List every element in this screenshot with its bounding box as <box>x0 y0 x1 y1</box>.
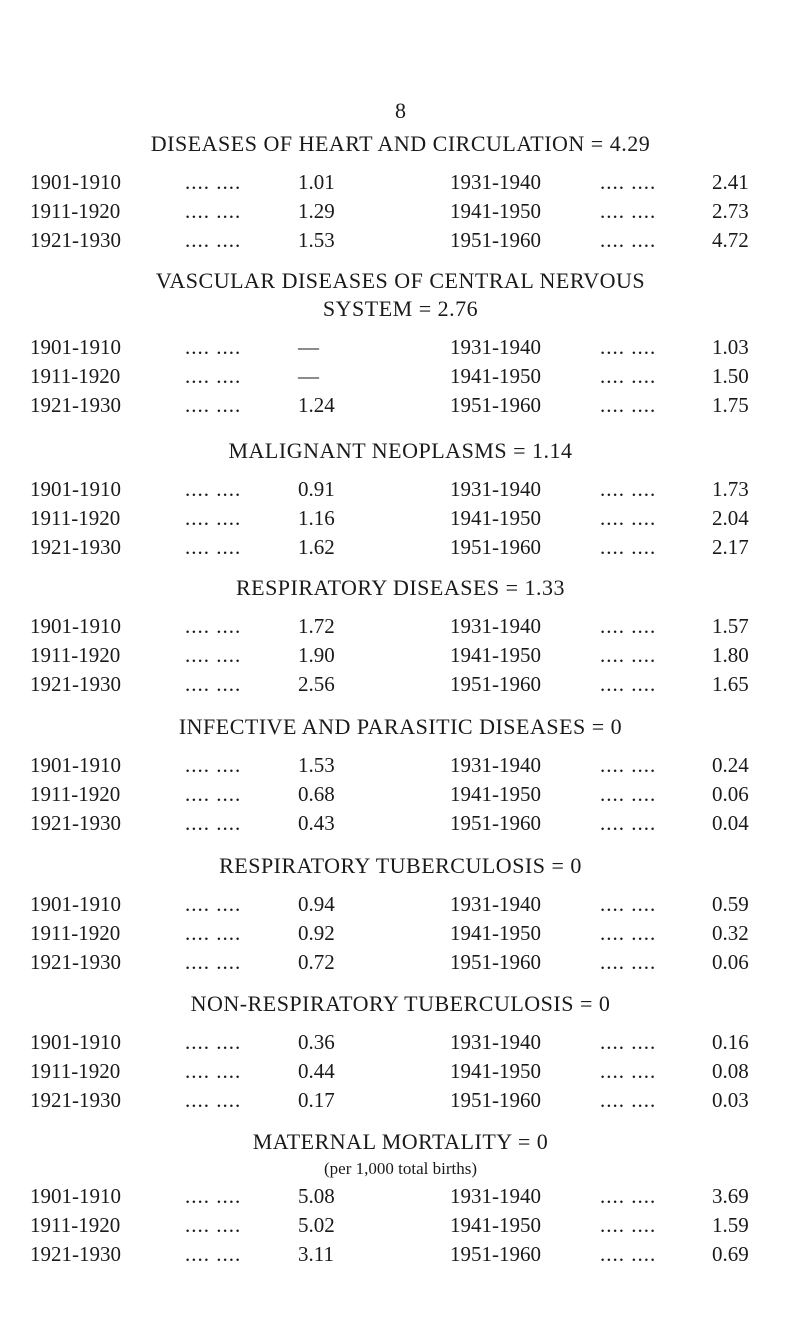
data-rows <box>0 1182 801 1269</box>
rate-value: 2.17 <box>712 535 749 559</box>
leader-dots: .... .... <box>600 199 657 223</box>
period-label: 1931-1940 <box>450 614 541 638</box>
period-label: 1911-1920 <box>30 1059 121 1083</box>
data-rows <box>0 890 801 977</box>
rate-value: 0.32 <box>712 921 749 945</box>
section-2 <box>0 267 801 420</box>
table-row <box>0 641 801 670</box>
period-label: 1951-1960 <box>450 950 541 974</box>
rate-value: 1.53 <box>298 753 335 777</box>
section-title: DISEASES OF HEART AND CIRCULATION = 4.29 <box>150 131 651 156</box>
period-label: 1921-1930 <box>30 1088 121 1112</box>
leader-dots: .... .... <box>185 643 242 667</box>
period-label: 1951-1960 <box>450 535 541 559</box>
table-row <box>0 362 801 391</box>
section-title: RESPIRATORY DISEASES = 1.33 <box>235 575 566 600</box>
leader-dots: .... .... <box>185 1242 242 1266</box>
rate-value: 1.29 <box>298 199 335 223</box>
rate-value: 1.50 <box>712 364 749 388</box>
table-row <box>0 751 801 780</box>
table-row <box>0 1182 801 1211</box>
rate-value: 0.16 <box>712 1030 749 1054</box>
rate-value: 0.94 <box>298 892 335 916</box>
rate-value: 1.73 <box>712 477 749 501</box>
leader-dots: .... .... <box>600 535 657 559</box>
data-rows <box>0 333 801 420</box>
period-label: 1921-1930 <box>30 535 121 559</box>
leader-dots: .... .... <box>185 170 242 194</box>
leader-dots: .... .... <box>600 921 657 945</box>
rate-value: 0.17 <box>298 1088 335 1112</box>
period-label: 1951-1960 <box>450 672 541 696</box>
period-label: 1901-1910 <box>30 1030 121 1054</box>
leader-dots: .... .... <box>185 753 242 777</box>
rate-value: 0.24 <box>712 753 749 777</box>
period-label: 1901-1910 <box>30 335 121 359</box>
leader-dots: .... .... <box>185 1213 242 1237</box>
rate-value: 0.72 <box>298 950 335 974</box>
leader-dots: .... .... <box>600 753 657 777</box>
leader-dots: .... .... <box>600 1059 657 1083</box>
rate-value: — <box>298 335 319 359</box>
rate-value: 1.90 <box>298 643 335 667</box>
leader-dots: .... .... <box>600 1030 657 1054</box>
table-row <box>0 1028 801 1057</box>
section-8 <box>0 1128 801 1269</box>
rate-value: 0.08 <box>712 1059 749 1083</box>
table-row <box>0 1086 801 1115</box>
period-label: 1931-1940 <box>450 335 541 359</box>
leader-dots: .... .... <box>185 614 242 638</box>
rate-value: 0.69 <box>712 1242 749 1266</box>
rate-value: 1.01 <box>298 170 335 194</box>
period-label: 1951-1960 <box>450 1242 541 1266</box>
period-label: 1941-1950 <box>450 364 541 388</box>
rate-value: 1.03 <box>712 335 749 359</box>
section-note: (per 1,000 total births) <box>324 1159 477 1178</box>
leader-dots: .... .... <box>185 1030 242 1054</box>
period-label: 1931-1940 <box>450 753 541 777</box>
section-5 <box>0 713 801 838</box>
period-label: 1951-1960 <box>450 811 541 835</box>
table-row <box>0 890 801 919</box>
rate-value: 0.43 <box>298 811 335 835</box>
rate-value: 1.80 <box>712 643 749 667</box>
leader-dots: .... .... <box>600 782 657 806</box>
section-4 <box>0 574 801 699</box>
leader-dots: .... .... <box>185 364 242 388</box>
leader-dots: .... .... <box>185 672 242 696</box>
period-label: 1941-1950 <box>450 1213 541 1237</box>
leader-dots: .... .... <box>600 1184 657 1208</box>
rate-value: 5.08 <box>298 1184 335 1208</box>
period-label: 1901-1910 <box>30 1184 121 1208</box>
period-label: 1911-1920 <box>30 782 121 806</box>
rate-value: 0.36 <box>298 1030 335 1054</box>
period-label: 1931-1940 <box>450 1184 541 1208</box>
leader-dots: .... .... <box>600 506 657 530</box>
rate-value: 1.59 <box>712 1213 749 1237</box>
period-label: 1911-1920 <box>30 921 121 945</box>
table-row <box>0 948 801 977</box>
rate-value: 2.04 <box>712 506 749 530</box>
leader-dots: .... .... <box>185 228 242 252</box>
table-row <box>0 504 801 533</box>
leader-dots: .... .... <box>600 393 657 417</box>
rate-value: 2.73 <box>712 199 749 223</box>
period-label: 1911-1920 <box>30 643 121 667</box>
period-label: 1951-1960 <box>450 393 541 417</box>
period-label: 1941-1950 <box>450 643 541 667</box>
rate-value: 0.06 <box>712 782 749 806</box>
period-label: 1911-1920 <box>30 506 121 530</box>
period-label: 1931-1940 <box>450 892 541 916</box>
leader-dots: .... .... <box>600 335 657 359</box>
section-title: MATERNAL MORTALITY = 0 <box>252 1129 549 1154</box>
period-label: 1941-1950 <box>450 921 541 945</box>
leader-dots: .... .... <box>185 921 242 945</box>
rate-value: 1.16 <box>298 506 335 530</box>
leader-dots: .... .... <box>185 1059 242 1083</box>
leader-dots: .... .... <box>185 950 242 974</box>
period-label: 1911-1920 <box>30 199 121 223</box>
rate-value: 2.56 <box>298 672 335 696</box>
rate-value: 5.02 <box>298 1213 335 1237</box>
table-row <box>0 1057 801 1086</box>
table-row <box>0 533 801 562</box>
period-label: 1931-1940 <box>450 1030 541 1054</box>
section-7 <box>0 990 801 1115</box>
leader-dots: .... .... <box>600 477 657 501</box>
period-label: 1921-1930 <box>30 1242 121 1266</box>
rate-value: 0.06 <box>712 950 749 974</box>
period-label: 1941-1950 <box>450 506 541 530</box>
period-label: 1941-1950 <box>450 1059 541 1083</box>
rate-value: 1.62 <box>298 535 335 559</box>
rate-value: 0.59 <box>712 892 749 916</box>
period-label: 1911-1920 <box>30 364 121 388</box>
rate-value: 1.57 <box>712 614 749 638</box>
rate-value: — <box>298 364 319 388</box>
leader-dots: .... .... <box>185 199 242 223</box>
leader-dots: .... .... <box>600 811 657 835</box>
section-title: INFECTIVE AND PARASITIC DISEASES = 0 <box>178 714 623 739</box>
leader-dots: .... .... <box>600 1242 657 1266</box>
data-rows <box>0 168 801 255</box>
table-row <box>0 197 801 226</box>
leader-dots: .... .... <box>185 811 242 835</box>
rate-value: 0.03 <box>712 1088 749 1112</box>
leader-dots: .... .... <box>185 535 242 559</box>
leader-dots: .... .... <box>600 1213 657 1237</box>
period-label: 1901-1910 <box>30 753 121 777</box>
page-number: 8 <box>395 98 406 123</box>
leader-dots: .... .... <box>600 950 657 974</box>
leader-dots: .... .... <box>185 477 242 501</box>
rate-value: 0.68 <box>298 782 335 806</box>
rate-value: 2.41 <box>712 170 749 194</box>
leader-dots: .... .... <box>600 228 657 252</box>
leader-dots: .... .... <box>185 892 242 916</box>
table-row <box>0 333 801 362</box>
period-label: 1941-1950 <box>450 199 541 223</box>
period-label: 1911-1920 <box>30 1213 121 1237</box>
leader-dots: .... .... <box>185 1184 242 1208</box>
period-label: 1921-1930 <box>30 228 121 252</box>
table-row <box>0 780 801 809</box>
period-label: 1931-1940 <box>450 477 541 501</box>
table-row <box>0 391 801 420</box>
rate-value: 0.91 <box>298 477 335 501</box>
rate-value: 3.69 <box>712 1184 749 1208</box>
period-label: 1941-1950 <box>450 782 541 806</box>
rate-value: 1.75 <box>712 393 749 417</box>
data-rows <box>0 612 801 699</box>
section-1 <box>0 130 801 255</box>
table-row <box>0 670 801 699</box>
rate-value: 0.04 <box>712 811 749 835</box>
section-6 <box>0 852 801 977</box>
rate-value: 4.72 <box>712 228 749 252</box>
data-rows <box>0 475 801 562</box>
section-title: RESPIRATORY TUBERCULOSIS = 0 <box>219 853 582 878</box>
rate-value: 1.72 <box>298 614 335 638</box>
table-row <box>0 475 801 504</box>
section-title: VASCULAR DISEASES OF CENTRAL NERVOUS <box>155 268 646 293</box>
data-rows <box>0 1028 801 1115</box>
period-label: 1951-1960 <box>450 228 541 252</box>
leader-dots: .... .... <box>600 672 657 696</box>
leader-dots: .... .... <box>185 1088 242 1112</box>
rate-value: 1.65 <box>712 672 749 696</box>
rate-value: 1.53 <box>298 228 335 252</box>
table-row <box>0 919 801 948</box>
period-label: 1921-1930 <box>30 950 121 974</box>
rate-value: 0.44 <box>298 1059 335 1083</box>
leader-dots: .... .... <box>600 892 657 916</box>
period-label: 1921-1930 <box>30 393 121 417</box>
period-label: 1921-1930 <box>30 811 121 835</box>
section-title: MALIGNANT NEOPLASMS = 1.14 <box>228 438 573 463</box>
leader-dots: .... .... <box>600 170 657 194</box>
table-row <box>0 1211 801 1240</box>
table-row <box>0 612 801 641</box>
period-label: 1901-1910 <box>30 477 121 501</box>
period-label: 1901-1910 <box>30 892 121 916</box>
period-label: 1921-1930 <box>30 672 121 696</box>
leader-dots: .... .... <box>600 643 657 667</box>
rate-value: 1.24 <box>298 393 335 417</box>
period-label: 1951-1960 <box>450 1088 541 1112</box>
leader-dots: .... .... <box>600 614 657 638</box>
leader-dots: .... .... <box>185 393 242 417</box>
leader-dots: .... .... <box>185 335 242 359</box>
table-row <box>0 1240 801 1269</box>
leader-dots: .... .... <box>600 1088 657 1112</box>
period-label: 1901-1910 <box>30 614 121 638</box>
rate-value: 0.92 <box>298 921 335 945</box>
leader-dots: .... .... <box>185 506 242 530</box>
leader-dots: .... .... <box>600 364 657 388</box>
table-row <box>0 168 801 197</box>
period-label: 1931-1940 <box>450 170 541 194</box>
section-title-line2: SYSTEM = 2.76 <box>322 296 479 321</box>
section-title: NON-RESPIRATORY TUBERCULOSIS = 0 <box>190 991 611 1016</box>
table-row <box>0 226 801 255</box>
data-rows <box>0 751 801 838</box>
leader-dots: .... .... <box>185 782 242 806</box>
section-3 <box>0 437 801 562</box>
rate-value: 3.11 <box>298 1242 334 1266</box>
table-row <box>0 809 801 838</box>
period-label: 1901-1910 <box>30 170 121 194</box>
